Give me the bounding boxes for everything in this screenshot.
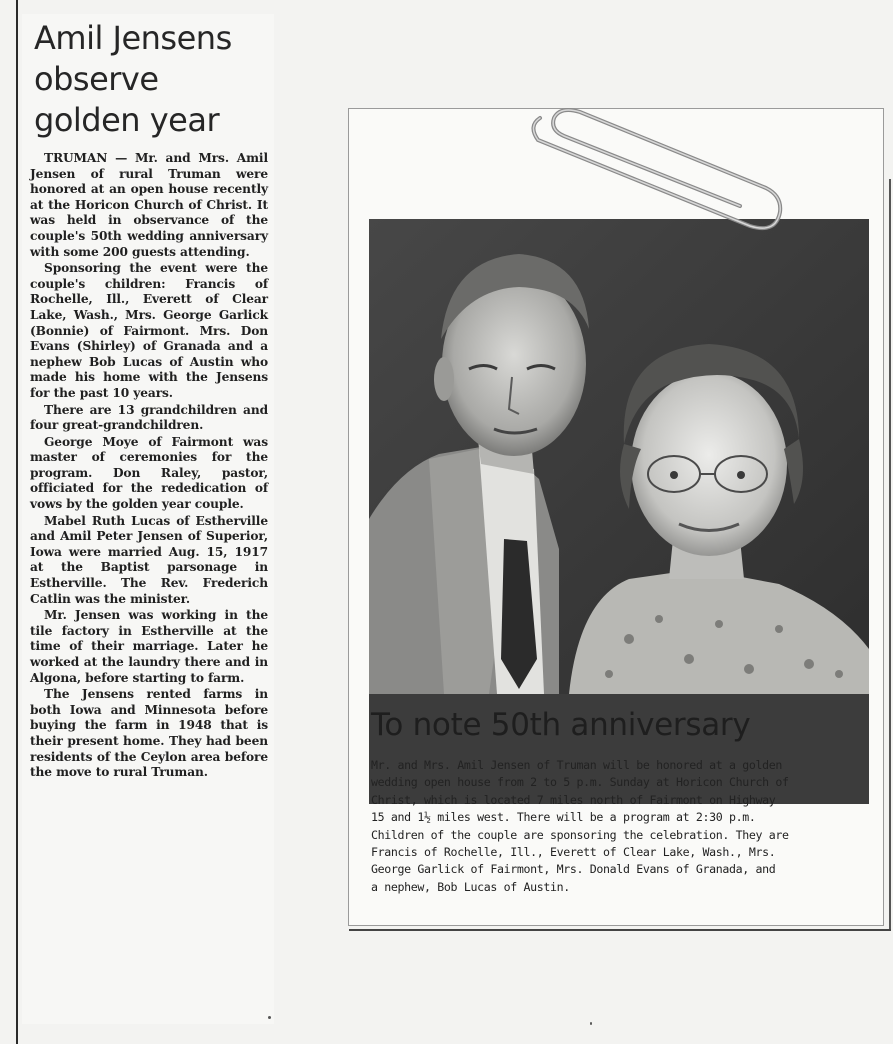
couple-photo-illustration	[369, 219, 869, 694]
article-paragraph: George Moye of Fairmont was master of ceremonies for the program. Don Raley, pastor, officiated for the rededication of vows by the golden year couple.	[30, 434, 268, 512]
left-article	[22, 14, 274, 1024]
page-edge-line	[16, 0, 18, 1044]
clipping-shadow-right	[889, 179, 891, 931]
article-headline	[34, 18, 268, 141]
paperclip-icon	[520, 96, 790, 236]
article-paragraph: Mabel Ruth Lucas of Estherville and Amil Peter Jensen of Superior, Iowa were married Aug. 15, 1917 at the Baptist parsonage in Estherville. The Rev. Frederich Catlin was the minister.	[30, 513, 268, 606]
caption-line: wedding open house from 2 to 5 p.m. Sunday at Horicon Church of	[371, 775, 789, 790]
headline-line-2: observe	[34, 60, 159, 98]
caption-title: To note 50th anniversary	[371, 707, 751, 743]
headline-line-3: golden year	[34, 101, 220, 139]
caption-line: Christ, which is located 7 miles north of Fairmont on Highway	[371, 792, 776, 807]
article-paragraph: Sponsoring the event were the couple's children: Francis of Rochelle, Ill., Everett of Clear Lake, Wash., Mrs. George Garlick (Bonnie) of Fairmont. Mrs. Don Evans (Shirley) of Granada and a nephew Bob Lucas of Austin who made his home with the Jensens for the past 10 years.	[30, 261, 268, 400]
caption-line: 15 and 1½ miles west. There will be a program at 2:30 p.m.	[371, 810, 756, 825]
clipping-shadow-bottom	[349, 929, 891, 931]
caption-line: Francis of Rochelle, Ill., Everett of Clear Lake, Wash., Mrs.	[371, 845, 776, 860]
dust-speck	[590, 1022, 592, 1025]
caption-body	[371, 757, 863, 896]
caption-line: George Garlick of Fairmont, Mrs. Donald Evans of Granada, and	[371, 862, 776, 877]
article-paragraph: The Jensens rented farms in both Iowa and Minnesota before buying the farm in 1948 that is their present home. They had been residents of the Ceylon area before the move to rural Truman.	[30, 687, 268, 780]
article-paragraph: There are 13 grandchildren and four great-grandchildren.	[30, 402, 268, 433]
caption-line: Children of the couple are sponsoring the celebration. They are	[371, 827, 789, 842]
caption-line: a nephew, Bob Lucas of Austin.	[371, 879, 570, 894]
article-paragraph: TRUMAN — Mr. and Mrs. Amil Jensen of rural Truman were honored at an open house recently at the Horicon Church of Christ. It was held in observance of the couple's 50th wedding anniversary with some 200 guests attending.	[30, 151, 268, 259]
article-paragraph: Mr. Jensen was working in the tile factory in Estherville at the time of their marriage. Later he worked at the laundry there and in Algona, before starting to farm.	[30, 608, 268, 685]
caption-line: Mr. and Mrs. Amil Jensen of Truman will be honored at a golden	[371, 758, 783, 772]
dust-speck	[268, 1016, 271, 1019]
headline-line-1: Amil Jensens	[34, 19, 232, 57]
